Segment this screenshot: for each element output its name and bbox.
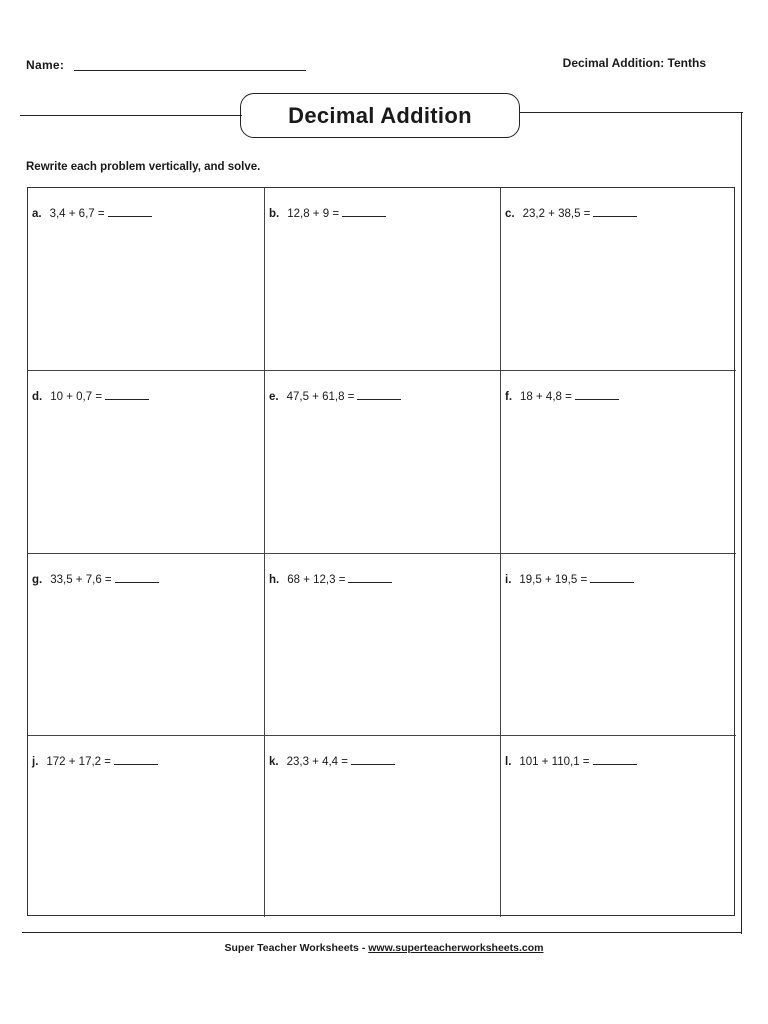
answer-blank[interactable]: [593, 215, 637, 217]
problem-cell[interactable]: [265, 371, 501, 554]
problem-expression: 68 + 12,3 =: [287, 574, 346, 586]
problem-letter: g.: [32, 574, 43, 586]
answer-blank[interactable]: [357, 398, 401, 400]
problem-text: [32, 756, 158, 768]
answer-blank[interactable]: [590, 581, 634, 583]
problem-letter: i.: [505, 574, 512, 586]
problem-cell[interactable]: [265, 554, 501, 736]
name-field-line[interactable]: [74, 70, 306, 71]
problem-cell[interactable]: [501, 188, 736, 371]
problem-text: [505, 208, 637, 220]
problem-text: [269, 208, 386, 220]
problem-expression: 18 + 4,8 =: [520, 391, 572, 403]
answer-blank[interactable]: [115, 581, 159, 583]
problem-cell[interactable]: [501, 554, 736, 736]
problem-text: [32, 574, 159, 586]
problem-letter: l.: [505, 756, 512, 768]
problem-expression: 23,2 + 38,5 =: [522, 208, 591, 220]
problem-cell[interactable]: [501, 371, 736, 554]
problem-text: [505, 391, 619, 403]
problem-letter: k.: [269, 756, 279, 768]
page-border-bottom: [22, 932, 742, 933]
problem-text: [269, 391, 401, 403]
header-rule-left: [20, 115, 242, 116]
problem-expression: 101 + 110,1 =: [519, 756, 590, 768]
problem-cell[interactable]: [28, 736, 265, 917]
problem-expression: 3,4 + 6,7 =: [49, 208, 105, 220]
answer-blank[interactable]: [105, 398, 149, 400]
footer-brand: Super Teacher Worksheets -: [224, 942, 369, 954]
problem-cell[interactable]: [501, 736, 736, 917]
problem-text: [32, 391, 149, 403]
problem-expression: 10 + 0,7 =: [50, 391, 103, 403]
header-rule-right: [520, 112, 743, 113]
answer-blank[interactable]: [351, 763, 395, 765]
problem-expression: 12,8 + 9 =: [287, 208, 340, 220]
answer-blank[interactable]: [575, 398, 619, 400]
problem-expression: 19,5 + 19,5 =: [519, 574, 588, 586]
answer-blank[interactable]: [593, 763, 637, 765]
name-label: Name:: [26, 58, 65, 72]
problem-expression: 33,5 + 7,6 =: [50, 574, 112, 586]
problem-expression: 47,5 + 61,8 =: [286, 391, 355, 403]
problem-text: [269, 574, 392, 586]
problem-cell[interactable]: [28, 188, 265, 371]
problem-expression: 23,3 + 4,4 =: [286, 756, 348, 768]
problem-letter: a.: [32, 208, 42, 220]
problem-text: [505, 756, 637, 768]
footer-link[interactable]: www.superteacherworksheets.com: [368, 942, 544, 954]
footer: [0, 942, 768, 954]
problem-cell[interactable]: [265, 736, 501, 917]
problem-grid: [27, 187, 735, 916]
problem-cell[interactable]: [265, 188, 501, 371]
problem-letter: c.: [505, 208, 515, 220]
page-border-right: [741, 112, 742, 934]
problem-expression: 172 + 17,2 =: [46, 756, 111, 768]
answer-blank[interactable]: [342, 215, 386, 217]
problem-letter: b.: [269, 208, 280, 220]
problem-letter: h.: [269, 574, 280, 586]
answer-blank[interactable]: [108, 215, 152, 217]
page-title: Decimal Addition: [240, 93, 520, 138]
problem-letter: e.: [269, 391, 279, 403]
problem-letter: f.: [505, 391, 513, 403]
answer-blank[interactable]: [114, 763, 158, 765]
problem-text: [505, 574, 634, 586]
problem-text: [32, 208, 152, 220]
problem-cell[interactable]: [28, 371, 265, 554]
instructions: Rewrite each problem vertically, and solve.: [26, 161, 261, 173]
problem-cell[interactable]: [28, 554, 265, 736]
problem-letter: j.: [32, 756, 39, 768]
problem-text: [269, 756, 395, 768]
answer-blank[interactable]: [348, 581, 392, 583]
worksheet-topic: Decimal Addition: Tenths: [562, 56, 706, 70]
problem-letter: d.: [32, 391, 43, 403]
